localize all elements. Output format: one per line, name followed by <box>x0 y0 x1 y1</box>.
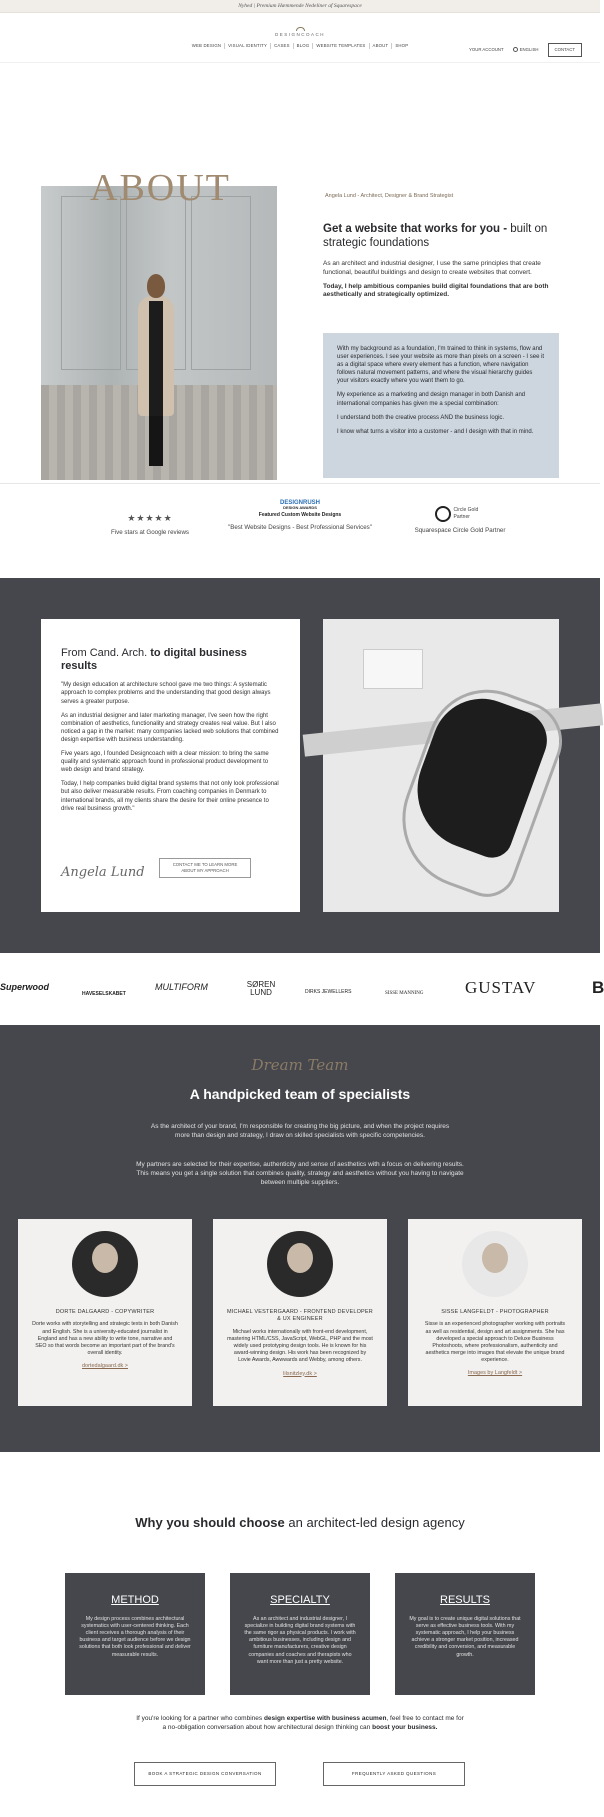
designrush-logo: DESIGNRUSH DESIGN AWARDS <box>279 500 320 510</box>
language-selector[interactable]: ENGLISH <box>513 47 539 53</box>
client-logos <box>0 953 604 1025</box>
circle-gold-logo: Circle Gold Partner <box>395 506 525 522</box>
nav-cases[interactable]: CASES <box>271 43 294 49</box>
team-script-title: Dream Team <box>251 1056 349 1074</box>
account-link[interactable]: YOUR ACCOUNT <box>469 47 504 52</box>
learn-more-button[interactable]: CONTACT ME TO LEARN MORE ABOUT MY APPROACH <box>159 858 251 878</box>
site-logo[interactable]: DESIGNCOACH <box>0 27 600 38</box>
team-card: DORTE DALGAARD - COPYWRITER Dorte works with storytelling and strategic texts in both Danish and English. She is a university-educated journalist in England and has a new ability to write tone, narrative and SEO so that words become an important part of the brand's overall identity. dortedalgaard.dk > <box>18 1219 192 1406</box>
logo-multiform: MULTIFORM <box>155 982 208 992</box>
logo-haveselskabet: HAVESELSKABET <box>82 991 126 997</box>
logo-dirks-jewellers: DIRKS JEWELLERS <box>305 989 352 995</box>
signature: Angela Lund <box>61 865 145 881</box>
why-heading: Why you should choose an architect-led design agency <box>135 1515 465 1530</box>
google-reviews-badge: ★★★★★ Five stars at Google reviews <box>85 512 215 538</box>
team-card: SISSE LANGFELDT - PHOTOGRAPHER Sisse is an experienced photographer working with portraits as well as residential, design and art assignments. She has developed a special approach to Deluxe Business Photoshoots, where professionalism, authenticity and aesthetics merge into images that elevate the unique brand experience. Images by Langfeldt > <box>408 1219 582 1406</box>
pillar-results: RESULTS My goal is to create unique digital solutions that serve as effective business tools. With my systematic approach, I help your business achieve a stronger market position, increased credibility and conversion, and measurable growth. <box>395 1573 535 1695</box>
cta-text: If you're looking for a partner who combines design expertise with business acumen, feel free to contact me for a no-obligation conversation about how architectural design thinking can boost your business. <box>136 1715 464 1731</box>
announcement-bar[interactable] <box>0 0 600 13</box>
page-title: ABOUT <box>90 167 231 209</box>
stars-icon: ★★★★★ <box>127 513 173 523</box>
about-headline: Get a website that works for you - built on strategic foundations <box>323 223 548 249</box>
squarespace-badge: Circle Gold Partner Squarespace Circle Gold Partner <box>395 506 525 535</box>
header-actions <box>469 43 582 57</box>
logo-soren-lund: SØREN LUND <box>246 980 276 997</box>
logo-sisse-manning: SISSE MANNING <box>385 991 424 996</box>
nav-shop[interactable]: SHOP <box>395 43 409 48</box>
badges-section <box>0 483 600 578</box>
about-section <box>0 63 600 483</box>
story-section <box>0 578 600 953</box>
member-link[interactable]: lilsnitzley.dk > <box>283 1370 317 1377</box>
team-heading: A handpicked team of specialists <box>189 1086 411 1102</box>
pillar-method: METHOD My design process combines architectural systematics with user-centered thinking. Each client receives a thorough analysis of their business and target audience before we design solutions that both look professional and deliver measurable results. <box>65 1573 205 1695</box>
background-box: With my background as a foundation, I'm trained to think in systems, flow and user experiences. I see your website as more than pixels on a screen - I see it as a digital space where every element has a function, where navigation follows natural movement patterns, and where the visual hierarchy guides your visitors exactly where you want them to go. My experience as a marketing and design manager in both Danish and international companies has given me a special combination: I understand both the creative process AND the business logic. I know what turns a visitor into a customer - and I design with that in mind. <box>323 333 559 478</box>
pillar-specialty: SPECIALTY As an architect and industrial designer, I specialize in building digital brand systems with the same rigor as physical products. I work with ambitious businesses, including design and furniture manufacturers, creative design companies and coaches and therapists who want more than just a pretty website. <box>230 1573 370 1695</box>
designrush-badge: DESIGNRUSH DESIGN AWARDS Featured Custom Website Designs "Best Website Designs - Best Professional Services" <box>205 500 395 532</box>
team-card: MICHAEL VESTERGAARD - FRONTEND DEVELOPER & UX ENGINEER Michael works internationally with front-end development, mastering HTML/CSS, JavaScript, WebGL, PHP and the most widely used prototyping design tools. He is known for his award-winning design. His work has been recognized by Lovie Awards, Awwwards and Webby, among others. lilsnitzley.dk > <box>213 1219 387 1406</box>
nav-web-design[interactable]: WEB DESIGN <box>189 43 225 49</box>
chair-photo <box>323 619 559 912</box>
intro-paragraph-bold: Today, I help ambitious companies build digital foundations that are both aesthetically and strategically optimized. <box>323 282 549 299</box>
logo-superwood: Superwood <box>0 982 49 992</box>
avatar <box>72 1231 138 1297</box>
logo-icon <box>296 27 305 31</box>
nav-website-templates[interactable]: WEBSITE TEMPLATES <box>313 43 369 49</box>
team-section: Dream Team A handpicked team of specialists As the architect of your brand, I'm responsible for creating the big picture, and when the project requires more than design and strategy, I draw on skilled specialists with specific competencies. My partners are selected for their expertise, authenticity and sense of aesthetics with a focus on delivering results. This means you get a single solution that combines quality, strategy and aesthetics without you having to navigate between multiple suppliers. DORTE DALGAARD - COPYWRITER Dorte works with storytelling and strategic texts in both Danish and English. She is a university-educated journalist in England and has a new ability to write tone, narrative and SEO so that words become an important part of the brand's overall identity. dortedalgaard.dk > MICHAEL VESTERGAARD - FRONTEND DEVELOPER & UX ENGINEER Michael works internationally with front-end development, mastering HTML/CSS, JavaScript, WebGL, PHP and the most widely used prototyping design tools. He is known for his award-winning design. His work has been recognized by Lovie Awards, Awwwards and Webby, among others. lilsnitzley.dk > SISSE LANGFELDT - PHOTOGRAPHER Sisse is an experienced photographer working with portraits as well as residential, design and art assignments. She has developed a special approach to Deluxe Business Photoshoots, where professionalism, authenticity and aesthetics merge into images that elevate the unique brand experience. Images by Langfeldt > <box>0 1025 600 1452</box>
faq-button[interactable]: FREQUENTLY ASKED QUESTIONS <box>323 1762 465 1786</box>
nav-visual-identity[interactable]: VISUAL IDENTITY <box>225 43 271 49</box>
member-link[interactable]: Images by Langfeldt > <box>467 1370 523 1377</box>
avatar <box>462 1231 528 1297</box>
story-heading: From Cand. Arch. to digital business results <box>61 647 247 673</box>
member-link[interactable]: dortedalgaard.dk > <box>81 1363 129 1370</box>
contact-button[interactable]: CONTACT <box>548 43 582 57</box>
circle-icon <box>435 506 451 522</box>
site-header <box>0 13 600 63</box>
nav-about[interactable]: ABOUT <box>370 43 393 49</box>
avatar <box>267 1231 333 1297</box>
announcement-text[interactable]: Nyhed | Premium Hæmmende Nedeliner af Squarespace <box>238 3 362 9</box>
intro-paragraph: As an architect and industrial designer, I use the same principles that create functional, beautiful buildings and design to create websites that convert. <box>323 260 541 276</box>
nav-blog[interactable]: BLOG <box>294 43 314 49</box>
logo-partial: B <box>592 978 604 997</box>
story-card: From Cand. Arch. to digital business results "My design education at architecture school gave me two things: A systematic approach to complex problems and the understanding that good design always serves a greater purpose. As an industrial designer and later marketing manager, I've seen how the right combination of aesthetics, functionality and strategy creates real value. But I also noticed a gap in the market: many companies lacked web solutions that combined design expertise with business understanding. Five years ago, I founded Designcoach with a clear mission: to bring the same quality and systematic approach found in professional product development to web design and brand strategy. Today, I help companies build digital brand systems that not only look professional but also deliver measurable results. From coaching companies in Denmark to international brands, all my clients share the desire for their online presence to drive real business growth." Angela Lund CONTACT ME TO LEARN MORE ABOUT MY APPROACH <box>41 619 300 912</box>
why-section <box>0 1452 600 1817</box>
author-byline: Angela Lund - Architect, Designer & Brand Strategist <box>325 193 454 199</box>
book-conversation-button[interactable]: BOOK A STRATEGIC DESIGN CONVERSATION <box>134 1762 276 1786</box>
logo-gustav: GUSTAV <box>465 978 537 997</box>
globe-icon <box>513 47 518 52</box>
portrait-photo <box>41 186 277 480</box>
about-intro <box>323 260 560 305</box>
